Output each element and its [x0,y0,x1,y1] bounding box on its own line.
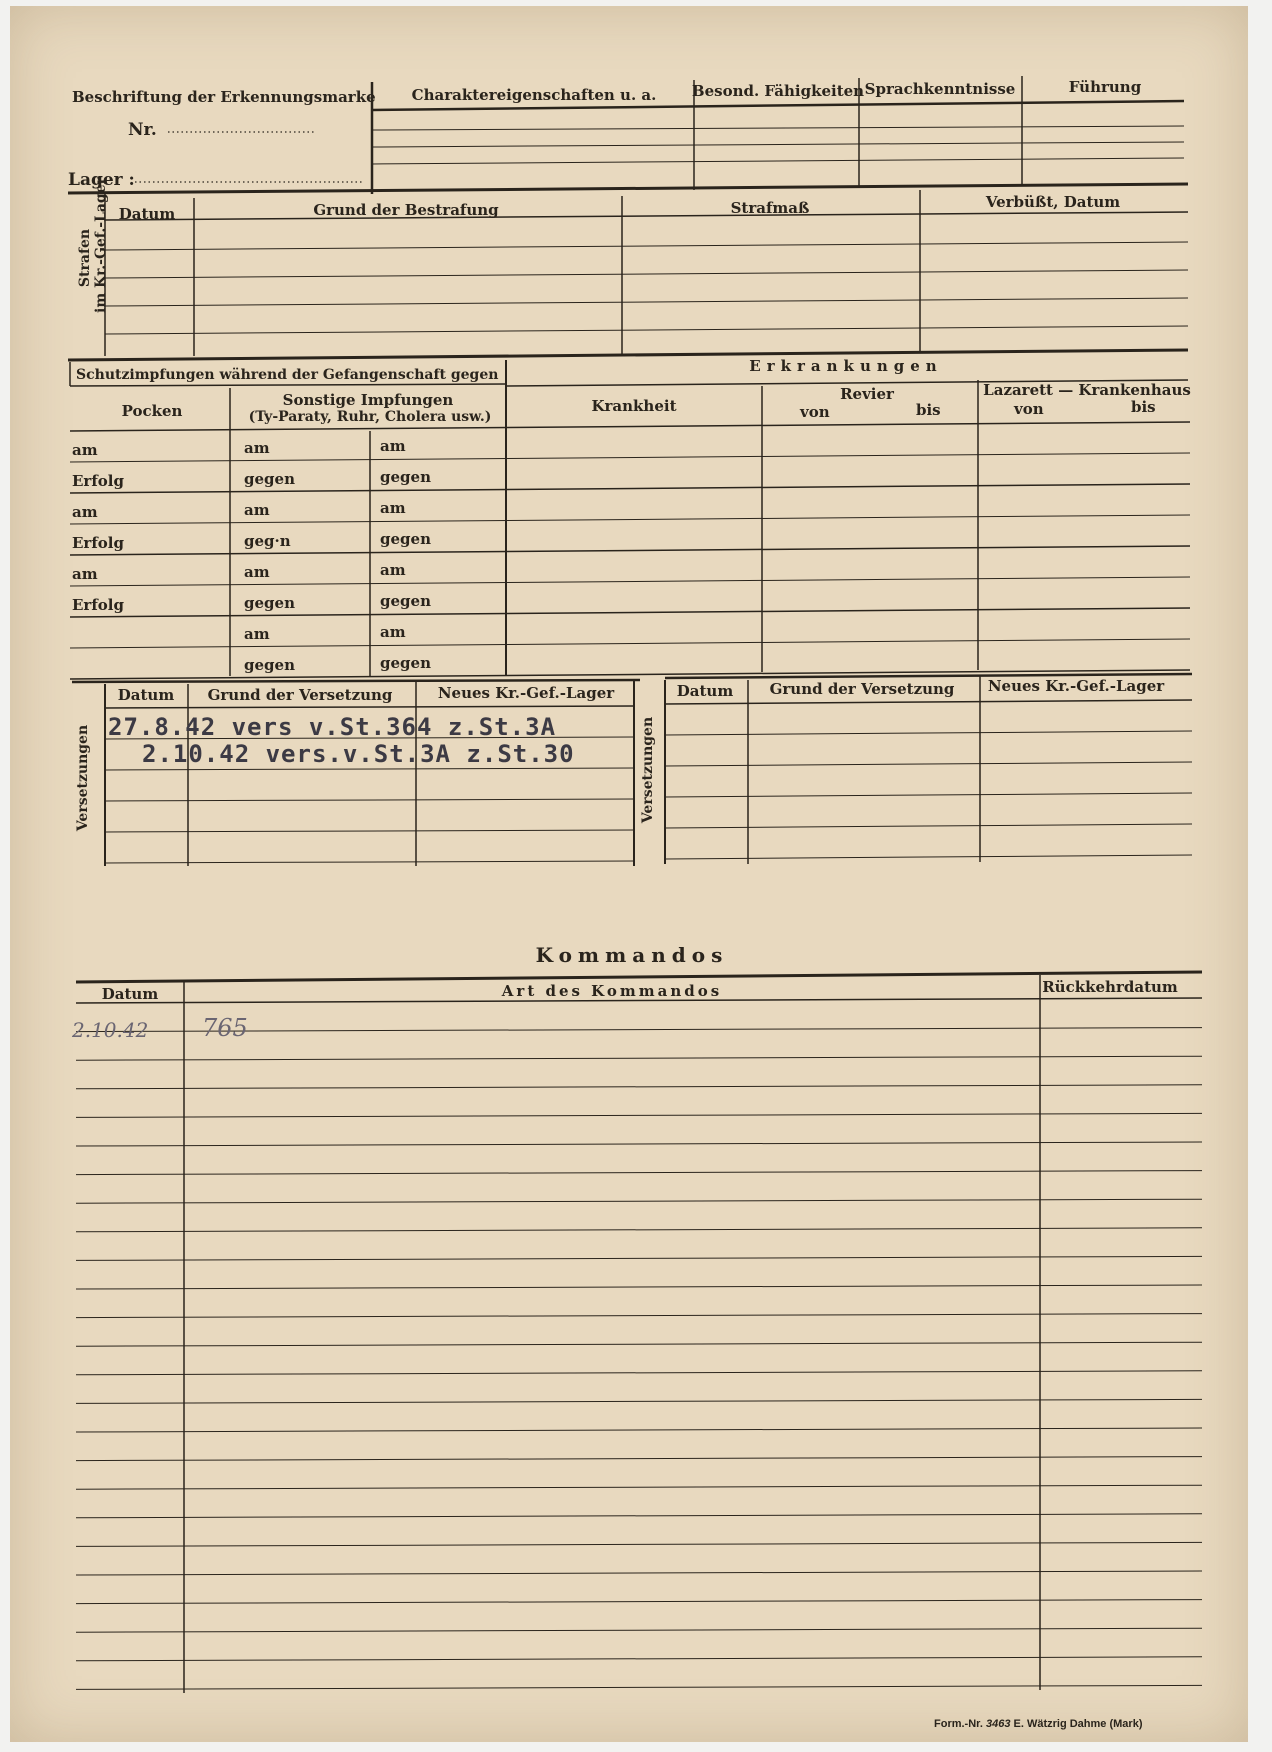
impfung-cell: gegen [244,470,295,488]
rule-line [70,608,1190,617]
sonstige-header-1: Sonstige Impfungen [282,391,454,409]
erkrankungen-title: Erkrankungen [749,357,943,375]
rule-line [105,298,1188,306]
strafen-verbuesst-header: Verbüßt, Datum [985,193,1121,211]
impfung-cell: am [380,437,406,455]
vers-left-lager-header: Neues Kr.-Gef.-Lager [437,684,615,702]
form-number: 3463 [985,1718,1011,1730]
rule-line [665,855,1192,859]
rule-line [105,768,634,770]
impfung-cell: gegen [380,530,431,548]
impfung-cell: gegen [244,594,295,612]
kommando-datum-entry: 2.10.42 [72,1018,149,1042]
vers-right-grund-header: Grund der Versetzung [769,680,955,698]
versetzung-stamp-1: 27.8.42 vers v.St.364 z.St.3A [108,713,557,741]
rule-line [70,639,1190,648]
rule-line [665,700,1192,704]
pocken-header: Pocken [121,402,183,420]
rule-line [76,1142,1202,1146]
impfung-cell: am [380,623,406,641]
impfung-cell: Erfolg [72,534,124,552]
rule-line [76,1256,1202,1260]
rule-line [372,142,1184,147]
rule-line [76,1399,1202,1403]
form-label: Form.-Nr. [934,1718,983,1730]
rule-line [70,422,1190,431]
rule-line [70,577,1190,586]
impfung-cell: am [380,561,406,579]
kommando-art-entry: 765 [202,1014,248,1042]
rule-line [76,1542,1202,1546]
impfung-cell: am [244,501,270,519]
rule-line [665,824,1192,828]
charakter-label: Charaktereigenschaften u. a. [411,86,657,104]
krankheit-header: Krankheit [591,397,677,415]
kommandos-rueckkehr-header: Rückkehrdatum [1042,978,1178,996]
rule-line [76,1199,1202,1203]
impfung-cell: gegen [244,656,295,674]
beschriftung-label: Beschriftung der Erkennungsmarke [72,88,376,106]
rule-line [76,1228,1202,1232]
impfung-cell: gegen [380,654,431,672]
impfung-cell: am [72,565,98,583]
rule-line [70,515,1190,524]
impfung-cell: gegen [380,468,431,486]
rule-line [70,546,1190,555]
rule-line [665,731,1192,735]
rule-line [76,1171,1202,1175]
revier-von: von [800,403,830,421]
rule-line [76,1285,1202,1289]
lager-label: Lager : [68,170,135,190]
nr-label: Nr. [128,120,157,140]
rule-line [76,1685,1202,1689]
rule-line [76,1371,1202,1375]
impfung-cell: gegen [380,592,431,610]
rule-line [76,1457,1202,1461]
vers-right-lager-header: Neues Kr.-Gef.-Lager [987,677,1165,695]
rule-line [665,762,1192,766]
lazarett-von: von [1014,400,1044,418]
rule-line [76,1571,1202,1575]
vers-right-datum-header: Datum [676,682,734,700]
lazarett-bis: bis [1131,398,1156,416]
impfung-cell: geg·n [244,532,291,550]
strafen-grund-header: Grund der Bestrafung [313,201,499,219]
fuehrung-label: Führung [1068,78,1142,96]
rule-line [76,1342,1202,1346]
strafen-side-label-2: im Kr.-Gef.-Lager [93,176,109,313]
faehigkeiten-label: Besond. Fähigkeiten [691,82,865,100]
rule-line [105,326,1188,334]
kommandos-datum-header: Datum [101,985,159,1003]
rule-line [76,1485,1202,1489]
kommandos-art-header: Art des Kommandos [501,982,723,1000]
rule-line [105,270,1188,278]
vers-left-side-label: Versetzungen [75,724,91,832]
impfung-cell: am [72,441,98,459]
rule-line [105,799,634,801]
impfung-cell: am [380,499,406,517]
printer-imprint: E. Wätzrig Dahme (Mark) [1013,1718,1143,1730]
rule-line [70,384,506,386]
impfungen-title: Schutzimpfungen während der Gefangenschaft gegen [76,367,499,383]
vers-left-grund-header: Grund der Versetzung [207,686,393,704]
rule-line [105,830,634,832]
vers-left-datum-header: Datum [117,686,175,704]
sonstige-header-2: (Ty-Paraty, Ruhr, Cholera usw.) [248,409,492,425]
rule-line [76,1600,1202,1604]
rule-line [105,242,1188,250]
impfung-cell: am [72,503,98,521]
rule-line [72,680,640,682]
rule-line [76,1657,1202,1661]
lazarett-header: Lazarett — Krankenhaus [983,381,1191,399]
strafen-strafmass-header: Strafmaß [730,199,810,217]
rule-line [68,184,1188,193]
versetzung-stamp-2: 2.10.42 vers.v.St.3A z.St.30 [142,740,575,768]
rule-line [68,350,1188,360]
rule-line [76,1056,1202,1060]
rule-line [372,158,1184,164]
strafen-side-label-1: Strafen [77,228,93,288]
rule-line [105,861,634,863]
rule-line [76,1314,1202,1318]
kommandos-title: Kommandos [535,943,729,967]
vers-right-side-label: Versetzungen [640,716,656,824]
strafen-datum-header: Datum [118,205,176,223]
rule-line [70,484,1190,493]
rule-line [372,126,1184,130]
rule-line [665,793,1192,797]
rule-line [70,453,1190,462]
revier-bis: bis [916,401,941,419]
impfung-cell: Erfolg [72,472,124,490]
rule-line [76,1514,1202,1518]
rule-line [76,972,1202,982]
rule-line [76,1113,1202,1117]
rule-line [76,1428,1202,1432]
rule-line [76,1628,1202,1632]
revier-header: Revier [840,385,894,403]
impfung-cell: Erfolg [72,596,124,614]
rule-line [105,706,634,708]
rule-line [76,1085,1202,1089]
sprachkenntnisse-label: Sprachkenntnisse [864,80,1016,98]
impfung-cell: am [244,625,270,643]
footer-imprint [934,1718,1142,1730]
rule-line [105,212,1188,220]
impfung-cell: am [244,563,270,581]
impfung-cell: am [244,439,270,457]
